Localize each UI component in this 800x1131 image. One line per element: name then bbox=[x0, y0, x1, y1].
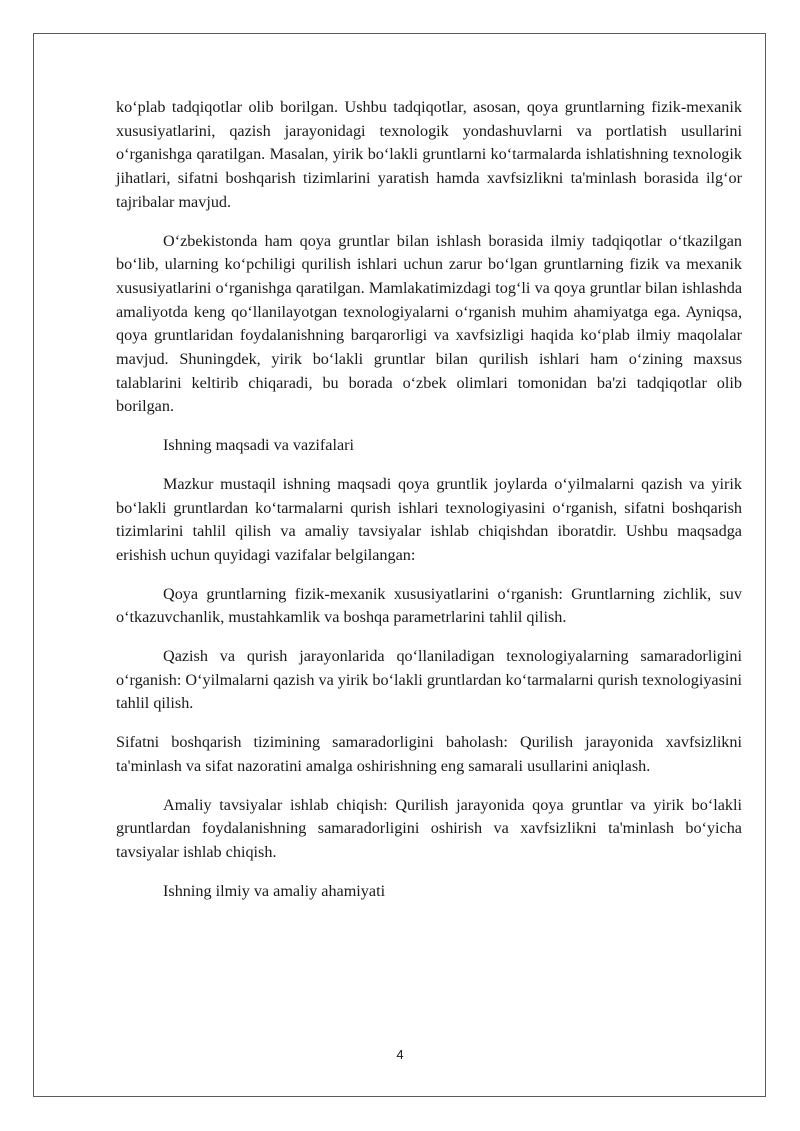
paragraph-goal-statement: Mazkur mustaqil ishning maqsadi qoya gruntlik joylarda o‘yilmalarni qazish va yirik bo‘lakli gruntlardan ko‘tarmalarni qurish ishlari texnologiyasini o‘rganish, sifatni boshqarish tizimlarini tahlil qilish va amaliy tavsiyalar ishlab chiqishdan iboratdir. Ushbu maqsadga erishish uchun quyidagi vazifalar belgilangan: bbox=[116, 474, 742, 564]
paragraph-task-technologies: Qazish va qurish jarayonlarida qo‘llaniladigan texnologiyalarning samaradorligini o‘rganish: O‘yilmalarni qazish va yirik bo‘lakli gruntlardan ko‘tarmalarni qurish texnologiyasini tahlil qilish. bbox=[116, 647, 742, 713]
section-heading-goals: Ishning maqsadi va vazifalari bbox=[163, 436, 355, 455]
section-heading-significance: Ishning ilmiy va amaliy ahamiyati bbox=[163, 881, 386, 900]
paragraph-task-quality-management: Sifatni boshqarish tizimining samaradorligini baholash: Qurilish jarayonida xavfsizlikni ta'minlash va sifat nazoratini amalga oshirishning eng samarali usullarini aniqlash. bbox=[116, 733, 742, 775]
paragraph-task-soil-properties: Qoya gruntlarning fizik-mexanik xususiyatlarini o‘rganish: Gruntlarning zichlik, suv o‘tkazuvchanlik, mustahkamlik va boshqa parametrlarini tahlil qilish. bbox=[116, 584, 742, 627]
page-number: 4 bbox=[396, 1047, 404, 1062]
paragraph-research-overview: ko‘plab tadqiqotlar olib borilgan. Ushbu tadqiqotlar, asosan, qoya gruntlarning fizik-mexanik xususiyatlarini, qazish jarayonidagi texnologik yondashuvlarni va portlatish usullarini o‘rganishga qaratilgan. Masalan, yirik bo‘lakli gruntlarni ko‘tarmalarda ishlatishning texnologik jihatlari, sifatni boshqarish tizimlarini yaratish hamda xavfsizlikni ta'minlash borasida ilg‘or tajribalar mavjud. bbox=[116, 98, 742, 211]
paragraph-task-recommendations: Amaliy tavsiyalar ishlab chiqish: Qurilish jarayonida qoya gruntlar va yirik bo‘lakli gruntlardan foydalanishning samaradorligini oshirish va xavfsizlikni ta'minlash bo‘yicha tavsiyalar ishlab chiqish. bbox=[116, 795, 742, 861]
paragraph-uzbekistan-research: O‘zbekistonda ham qoya gruntlar bilan ishlash borasida ilmiy tadqiqotlar o‘tkazilgan bo‘lib, ularning ko‘pchiligi qurilish ishlari uchun zarur bo‘lgan gruntlarning fizik va mexanik xususiyatlarini o‘rganishga qaratilgan. Mamlakatimizdagi tog‘li va qoya gruntlar bilan ishlashda amaliyotda keng qo‘llanilayotgan texnologiyalarni o‘rganish muhim ahamiyatga ega. Ayniqsa, qoya gruntlaridan foydalanishning barqarorligi va xavfsizligi haqida ko‘plab ilmiy maqolalar mavjud. Shuningdek, yirik bo‘lakli gruntlar bilan qurilish ishlari ham o‘zining maxsus talablarini keltirib chiqaradi, bu borada o‘zbek olimlari tomonidan ba'zi tadqiqotlar olib borilgan. bbox=[116, 231, 742, 416]
document-body bbox=[116, 96, 742, 918]
